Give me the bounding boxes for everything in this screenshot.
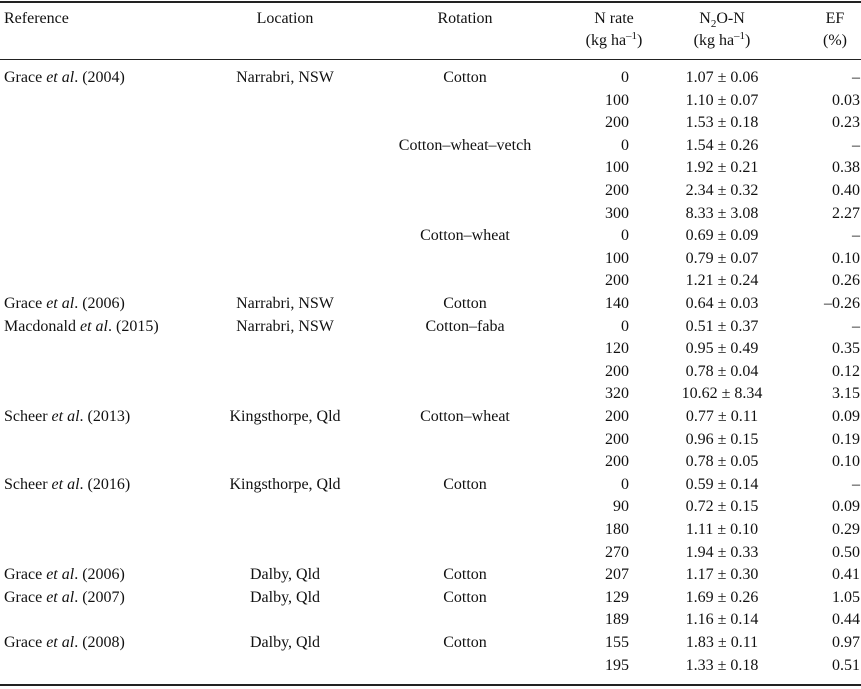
cell-n2o-n: 0.64 ± 0.03 — [685, 295, 759, 312]
cell-n2o-n: 1.11 ± 0.10 — [685, 521, 759, 538]
cell-n-rate: 270 — [605, 543, 629, 561]
cell-n2o-n: 1.69 ± 0.26 — [685, 588, 759, 606]
header-rotation: Rotation — [437, 10, 493, 27]
cell-n2o-n: 0.79 ± 0.07 — [685, 249, 759, 267]
cell-location: Kingsthorpe, Qld — [229, 475, 341, 493]
cell-ef: 0.35 — [832, 340, 860, 358]
reference-author: Macdonald — [4, 317, 76, 335]
header-n-rate-unit-exp: –1 — [626, 30, 638, 42]
header-n2o-pre: N — [699, 10, 711, 27]
cell-rotation: Cotton–faba — [425, 317, 505, 335]
cell-ef: 2.27 — [832, 204, 860, 222]
reference-author: Grace — [4, 566, 43, 584]
cell-n2o-n: 0.77 ± 0.11 — [685, 408, 759, 425]
cell-n2o-n: 0.78 ± 0.05 — [685, 453, 759, 471]
cell-n-rate: 120 — [605, 340, 629, 358]
cell-ef: 0.23 — [832, 114, 860, 132]
cell-ef: 0.97 — [832, 634, 860, 651]
reference-author: Grace — [4, 634, 43, 651]
cell-n-rate: 0 — [621, 69, 629, 86]
cell-reference — [4, 407, 130, 427]
cell-rotation: Cotton — [443, 634, 487, 651]
cell-n-rate: 0 — [621, 475, 629, 493]
cell-n-rate: 200 — [605, 453, 629, 471]
cell-ef: 0.38 — [832, 159, 860, 177]
reference-etal: et al — [79, 317, 108, 335]
header-n2o-unit-text: (kg ha — [693, 32, 735, 49]
cell-n2o-n: 10.62 ± 8.34 — [681, 385, 763, 403]
cell-location: Narrabri, NSW — [236, 317, 334, 335]
cell-n-rate: 0 — [621, 317, 629, 335]
cell-reference — [4, 565, 125, 585]
cell-n2o-n: 1.33 ± 0.18 — [685, 656, 759, 674]
cell-n-rate: 200 — [605, 408, 629, 425]
cell-n2o-n: 2.34 ± 0.32 — [685, 182, 759, 199]
cell-n-rate: 200 — [605, 430, 629, 448]
cell-ef: – — [852, 69, 860, 86]
cell-rotation: Cotton–wheat–vetch — [398, 136, 532, 154]
header-n2o-post: O-N — [716, 10, 745, 27]
cell-n2o-n: 1.10 ± 0.07 — [685, 91, 759, 109]
cell-ef: – — [852, 227, 860, 245]
reference-author: Grace — [4, 295, 43, 312]
cell-n2o-n: 1.17 ± 0.30 — [685, 566, 759, 584]
cell-ef: – — [852, 317, 860, 335]
table-top-rule — [0, 1, 861, 3]
cell-ef: 0.12 — [832, 362, 860, 380]
reference-author: Grace — [4, 588, 43, 606]
cell-n-rate: 200 — [605, 114, 629, 132]
cell-rotation: Cotton–wheat — [420, 227, 510, 245]
cell-ef: – — [852, 136, 860, 154]
cell-rotation: Cotton — [443, 475, 487, 493]
header-n2o-unit: (kg $ha^{-1}$) — [693, 30, 751, 49]
cell-rotation: Cotton–wheat — [420, 408, 510, 425]
cell-n2o-n: 0.51 ± 0.37 — [685, 317, 759, 335]
cell-n-rate: 0 — [621, 227, 629, 245]
cell-ef: – — [852, 475, 860, 493]
cell-n2o-n: 1.53 ± 0.18 — [685, 114, 759, 132]
cell-n2o-n: 1.92 ± 0.21 — [685, 159, 759, 177]
header-reference: Reference — [4, 10, 69, 27]
header-rule — [0, 59, 861, 60]
header-ef-unit: (%) — [823, 32, 847, 49]
cell-n-rate: 90 — [613, 498, 629, 516]
reference-etal: et al — [46, 295, 75, 312]
cell-n-rate: 195 — [605, 656, 629, 674]
cell-reference — [4, 294, 125, 314]
cell-n2o-n: 1.07 ± 0.06 — [685, 69, 759, 86]
cell-location: Dalby, Qld — [249, 566, 321, 584]
cell-reference — [4, 633, 125, 653]
cell-ef: 3.15 — [832, 385, 860, 403]
cell-ef: 0.44 — [832, 611, 860, 629]
cell-n-rate: 200 — [605, 272, 629, 290]
cell-n-rate: 155 — [605, 634, 629, 651]
header-ef: EF — [825, 10, 845, 27]
cell-ef: 0.40 — [832, 182, 860, 199]
cell-n-rate: 207 — [605, 566, 629, 584]
reference-year: . (2006) — [74, 295, 125, 312]
cell-reference — [4, 317, 159, 337]
cell-ef: 0.03 — [832, 91, 860, 109]
cell-n2o-n: 1.54 ± 0.26 — [685, 136, 759, 154]
cell-ef: 0.29 — [832, 521, 860, 538]
reference-year: . (2016) — [79, 475, 131, 493]
cell-ef: –0.26 — [824, 295, 860, 312]
cell-n-rate: 100 — [605, 91, 629, 109]
reference-year: . (2007) — [74, 588, 125, 606]
header-n-rate-unit: (kg $ha^{-1}$) — [585, 30, 643, 49]
header-n2o-sub: 2 — [710, 18, 717, 30]
cell-reference — [4, 475, 130, 495]
cell-n2o-n: 0.69 ± 0.09 — [685, 227, 759, 245]
cell-location: Narrabri, NSW — [236, 295, 334, 312]
cell-ef: 0.51 — [832, 656, 860, 674]
cell-n-rate: 189 — [605, 611, 629, 629]
cell-n-rate: 200 — [605, 182, 629, 199]
reference-etal: et al — [51, 475, 80, 493]
reference-author: Scheer — [4, 475, 48, 493]
reference-etal: et al — [46, 588, 75, 606]
cell-n-rate: 320 — [605, 385, 629, 403]
cell-n-rate: 200 — [605, 362, 629, 380]
cell-rotation: Cotton — [443, 566, 487, 584]
cell-n-rate: 0 — [621, 136, 629, 154]
reference-etal: et al — [46, 69, 75, 86]
cell-n-rate: 300 — [605, 204, 629, 222]
cell-n2o-n: 0.95 ± 0.49 — [685, 340, 759, 358]
cell-ef: 0.19 — [832, 430, 860, 448]
reference-etal: et al — [46, 566, 75, 584]
header-n2o — [662, 9, 782, 30]
cell-location: Dalby, Qld — [249, 634, 321, 651]
table-bottom-rule — [0, 684, 861, 686]
cell-ef: 0.10 — [832, 249, 860, 267]
cell-n2o-n: 1.94 ± 0.33 — [685, 543, 759, 561]
cell-n2o-n: 8.33 ± 3.08 — [685, 204, 759, 222]
cell-n-rate: 180 — [605, 521, 629, 538]
cell-n2o-n: 0.78 ± 0.04 — [685, 362, 759, 380]
cell-ef: 0.50 — [832, 543, 860, 561]
cell-location: Narrabri, NSW — [236, 69, 334, 86]
cell-n-rate: 129 — [605, 588, 629, 606]
cell-n-rate: 140 — [605, 295, 629, 312]
header-n-rate-unit-text: (kg ha — [585, 32, 627, 49]
reference-etal: et al — [46, 634, 75, 651]
cell-reference — [4, 588, 125, 608]
cell-n2o-n: 1.21 ± 0.24 — [685, 272, 759, 290]
cell-reference — [4, 68, 125, 88]
cell-location: Kingsthorpe, Qld — [229, 408, 341, 425]
cell-n-rate: 100 — [605, 159, 629, 177]
cell-ef: 0.09 — [832, 498, 860, 516]
reference-year: . (2015) — [107, 317, 159, 335]
cell-n2o-n: 1.83 ± 0.11 — [685, 634, 759, 651]
cell-ef: 0.09 — [832, 408, 860, 425]
reference-author: Grace — [4, 69, 43, 86]
cell-ef: 0.41 — [832, 566, 860, 584]
reference-etal: et al — [51, 408, 80, 425]
cell-location: Dalby, Qld — [249, 588, 321, 606]
header-location: Location — [256, 10, 314, 27]
cell-n-rate: 100 — [605, 249, 629, 267]
cell-n2o-n: 0.59 ± 0.14 — [685, 475, 759, 493]
cell-rotation: Cotton — [443, 295, 487, 312]
reference-year: . (2008) — [74, 634, 125, 651]
cell-n2o-n: 0.96 ± 0.15 — [685, 430, 759, 448]
cell-rotation: Cotton — [443, 588, 487, 606]
reference-author: Scheer — [4, 408, 48, 425]
cell-n2o-n: 0.72 ± 0.15 — [685, 498, 759, 516]
reference-year: . (2006) — [74, 566, 125, 584]
cell-ef: 1.05 — [832, 588, 860, 606]
header-n2o-unit-exp: –1 — [734, 30, 746, 42]
reference-year: . (2013) — [79, 408, 131, 425]
cell-n2o-n: 1.16 ± 0.14 — [685, 611, 759, 629]
reference-year: . (2004) — [74, 69, 125, 86]
cell-rotation: Cotton — [443, 69, 487, 86]
cell-ef: 0.10 — [832, 453, 860, 471]
header-n-rate: N rate — [594, 10, 634, 27]
cell-ef: 0.26 — [832, 272, 860, 290]
